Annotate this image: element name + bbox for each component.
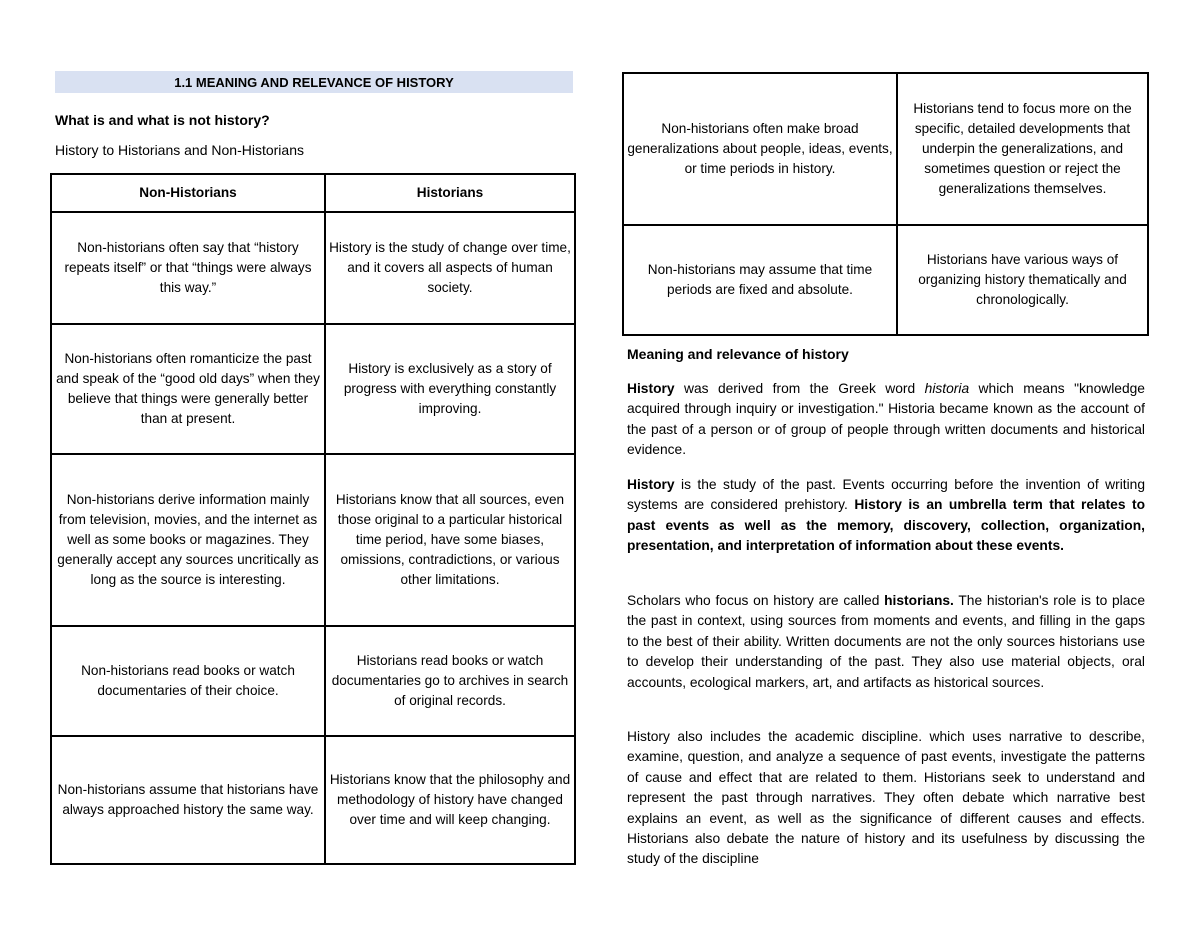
historian-cell: History is the study of change over time, and it covers all aspects of human society. [325, 212, 575, 324]
table-row [51, 736, 575, 864]
section-title: 1.1 MEANING AND RELEVANCE OF HISTORY [55, 71, 573, 93]
meaning-heading: Meaning and relevance of history [627, 346, 849, 362]
term-historia: historia [924, 381, 970, 396]
term-historians: historians. [884, 593, 954, 608]
header-non-historians: Non-Historians [51, 174, 325, 212]
table-row [51, 626, 575, 736]
paragraph-text: which means "knowledge acquired through inquiry or investigation." Historia became known as the account of the past of a person or of group of people through written documents and historical evidence. [627, 381, 1145, 458]
question-heading: What is and what is not history? [55, 112, 270, 128]
table-header-row [51, 174, 575, 212]
historian-cell: Historians know that the philosophy and methodology of history have changed over time and will keep changing. [325, 736, 575, 864]
table-row [623, 73, 1148, 225]
paragraph-definition [627, 475, 1145, 557]
table-row [51, 324, 575, 454]
table-row [623, 225, 1148, 335]
table-row [51, 454, 575, 626]
non-historian-cell: Non-historians derive information mainly from television, movies, and the internet as well as some books or magazines. They generally accept any sources uncritically as long as the source is interesting. [51, 454, 325, 626]
table-caption: History to Historians and Non-Historians [55, 142, 304, 158]
header-historians: Historians [325, 174, 575, 212]
non-historian-cell: Non-historians assume that historians have always approached history the same way. [51, 736, 325, 864]
historian-cell: History is exclusively as a story of progress with everything constantly improving. [325, 324, 575, 454]
term-history: History [627, 477, 675, 492]
paragraph-text: was derived from the Greek word [674, 381, 925, 396]
non-historian-cell: Non-historians often romanticize the past and speak of the “good old days” when they believe that things were generally better than at present. [51, 324, 325, 454]
paragraph-historians [627, 591, 1145, 693]
non-historian-cell: Non-historians read books or watch documentaries of their choice. [51, 626, 325, 736]
non-historian-cell: Non-historians often make broad generalizations about people, ideas, events, or time periods in history. [623, 73, 897, 225]
paragraph-text: is the study of the past. Events occurring before the invention of writing systems are considered prehistory. [627, 477, 1145, 513]
term-history: History [627, 381, 675, 396]
non-historian-cell: Non-historians may assume that time periods are fixed and absolute. [623, 225, 897, 335]
umbrella-term-statement: History is an umbrella term that relates to past events as well as the memory, discovery, collection, organization, presentation, and interpretation of information about these events. [627, 497, 1146, 554]
historian-cell: Historians have various ways of organizing history thematically and chronologically. [897, 225, 1148, 335]
historian-cell: Historians read books or watch documentaries go to archives in search of original records. [325, 626, 575, 736]
non-historian-cell: Non-historians often say that “history repeats itself” or that “things were always this way.” [51, 212, 325, 324]
comparison-table [50, 173, 576, 865]
comparison-table-continued [622, 72, 1149, 336]
paragraph-etymology [627, 379, 1145, 461]
historian-cell: Historians know that all sources, even those original to a particular historical time period, have some biases, omissions, contradictions, or various other limitations. [325, 454, 575, 626]
paragraph-text: Scholars who focus on history are called [627, 593, 885, 608]
table-row [51, 212, 575, 324]
paragraph-discipline: History also includes the academic discipline. which uses narrative to describe, examine, question, and analyze a sequence of past events, investigate the patterns of cause and effect that are related to them. Historians seek to understand and represent the past through narratives. They often debate which narrative best explains an event, as well as the significance of different causes and effects. Historians also debate the nature of history and its usefulness by discussing the study of the discipline [627, 729, 1145, 867]
paragraph-text: The historian's role is to place the past in context, using sources from moments and events, and filling in the gaps to the best of their ability. Written documents are not the only sources historians use to develop their understanding of the past. They also use material objects, oral accounts, ecological markers, art, and artifacts as historical sources. [627, 593, 1145, 690]
historian-cell: Historians tend to focus more on the specific, detailed developments that underpin the generalizations, and sometimes question or reject the generalizations themselves. [897, 73, 1148, 225]
